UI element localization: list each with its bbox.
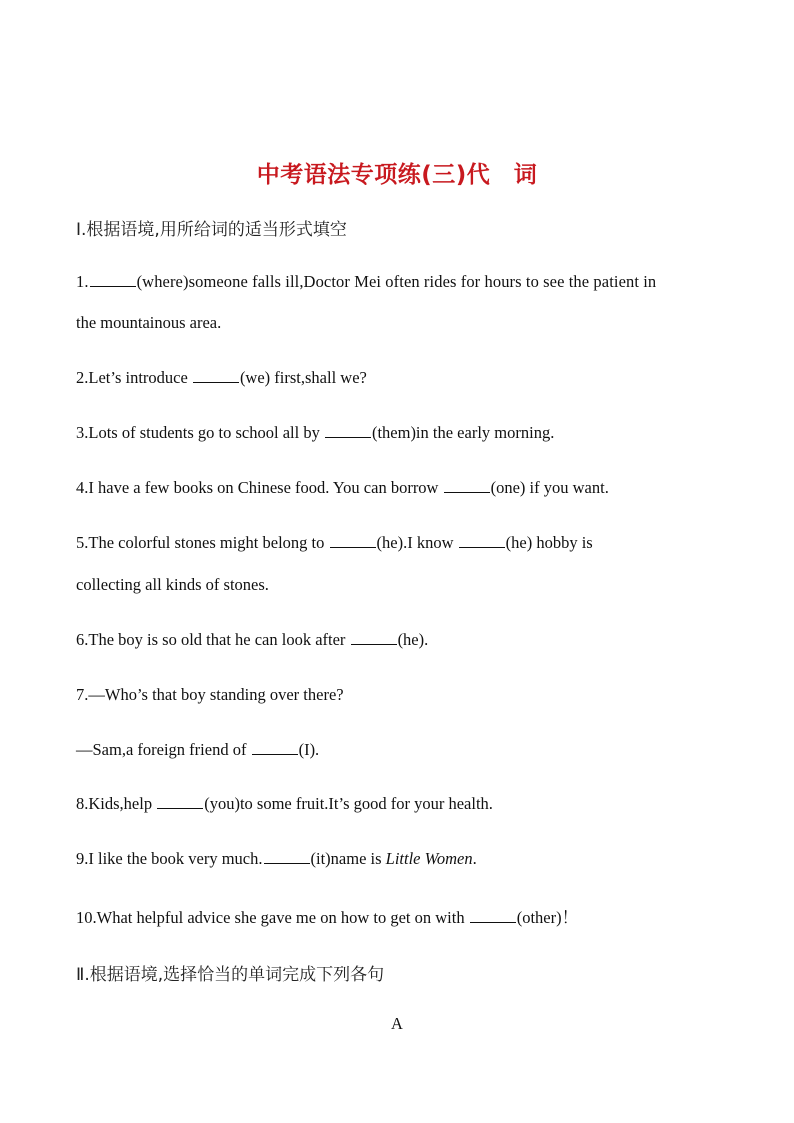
question-2 — [76, 368, 367, 388]
q2-text: (we) first,shall we? — [239, 368, 367, 387]
q2-prefix: 2.Let’s introduce — [76, 368, 192, 387]
q8-blank[interactable] — [157, 794, 203, 809]
q3-blank[interactable] — [325, 423, 371, 438]
q5-mid: (he).I know — [376, 533, 458, 552]
q1-prefix: 1. — [76, 272, 89, 291]
q10-text: (other)！ — [516, 908, 579, 927]
question-1-continued: the mountainous area. — [76, 313, 222, 332]
section-1-heading: Ⅰ.根据语境,用所给词的适当形式填空 — [76, 220, 347, 240]
q6-prefix: 6.The boy is so old that he can look after — [76, 630, 350, 649]
q4-prefix: 4.I have a few books on Chinese food. You can borrow — [76, 478, 443, 497]
q1-text: (where)someone falls ill,Doctor Mei often rides for hours to see the patient in — [136, 272, 657, 291]
q6-text: (he). — [397, 630, 429, 649]
q3-prefix: 3.Lots of students go to school all by — [76, 423, 324, 442]
q3-text: (them)in the early morning. — [371, 423, 555, 442]
question-8 — [76, 794, 493, 814]
question-6 — [76, 630, 428, 650]
q7-prefix: —Sam,a foreign friend of — [76, 740, 251, 759]
passage-label: A — [391, 1014, 403, 1033]
q9-mid: (it)name is — [310, 849, 386, 868]
q9-end: . — [472, 849, 477, 868]
q6-blank[interactable] — [351, 630, 397, 645]
q5-prefix: 5.The colorful stones might belong to — [76, 533, 329, 552]
q10-prefix: 10.What helpful advice she gave me on how to get on with — [76, 908, 469, 927]
q8-text: (you)to some fruit.It’s good for your health. — [204, 794, 493, 813]
q7-text: (I). — [298, 740, 320, 759]
question-5 — [76, 533, 593, 553]
q10-blank[interactable] — [470, 908, 516, 923]
q9-blank[interactable] — [264, 849, 310, 864]
question-7-answer — [76, 740, 319, 760]
q9-book-title: Little Women — [385, 849, 473, 868]
question-7: 7.—Who’s that boy standing over there? — [76, 685, 344, 704]
q4-text: (one) if you want. — [490, 478, 609, 497]
question-5-continued: collecting all kinds of stones. — [76, 575, 269, 594]
question-4 — [76, 478, 609, 498]
q1-blank[interactable] — [90, 272, 136, 287]
question-9 — [76, 849, 477, 869]
q8-prefix: 8.Kids,help — [76, 794, 157, 813]
question-1 — [76, 272, 656, 292]
q5-blank-1[interactable] — [330, 533, 376, 548]
section-2-heading: Ⅱ.根据语境,选择恰当的单词完成下列各句 — [76, 965, 385, 985]
q2-blank[interactable] — [193, 368, 239, 383]
q5-blank-2[interactable] — [459, 533, 505, 548]
q9-prefix: 9.I like the book very much. — [76, 849, 263, 868]
q7-blank[interactable] — [252, 740, 298, 755]
question-3 — [76, 423, 554, 443]
q5-text: (he) hobby is — [505, 533, 593, 552]
question-10 — [76, 904, 578, 928]
page-title: 中考语法专项练(三)代 词 — [256, 162, 538, 188]
q4-blank[interactable] — [444, 478, 490, 493]
